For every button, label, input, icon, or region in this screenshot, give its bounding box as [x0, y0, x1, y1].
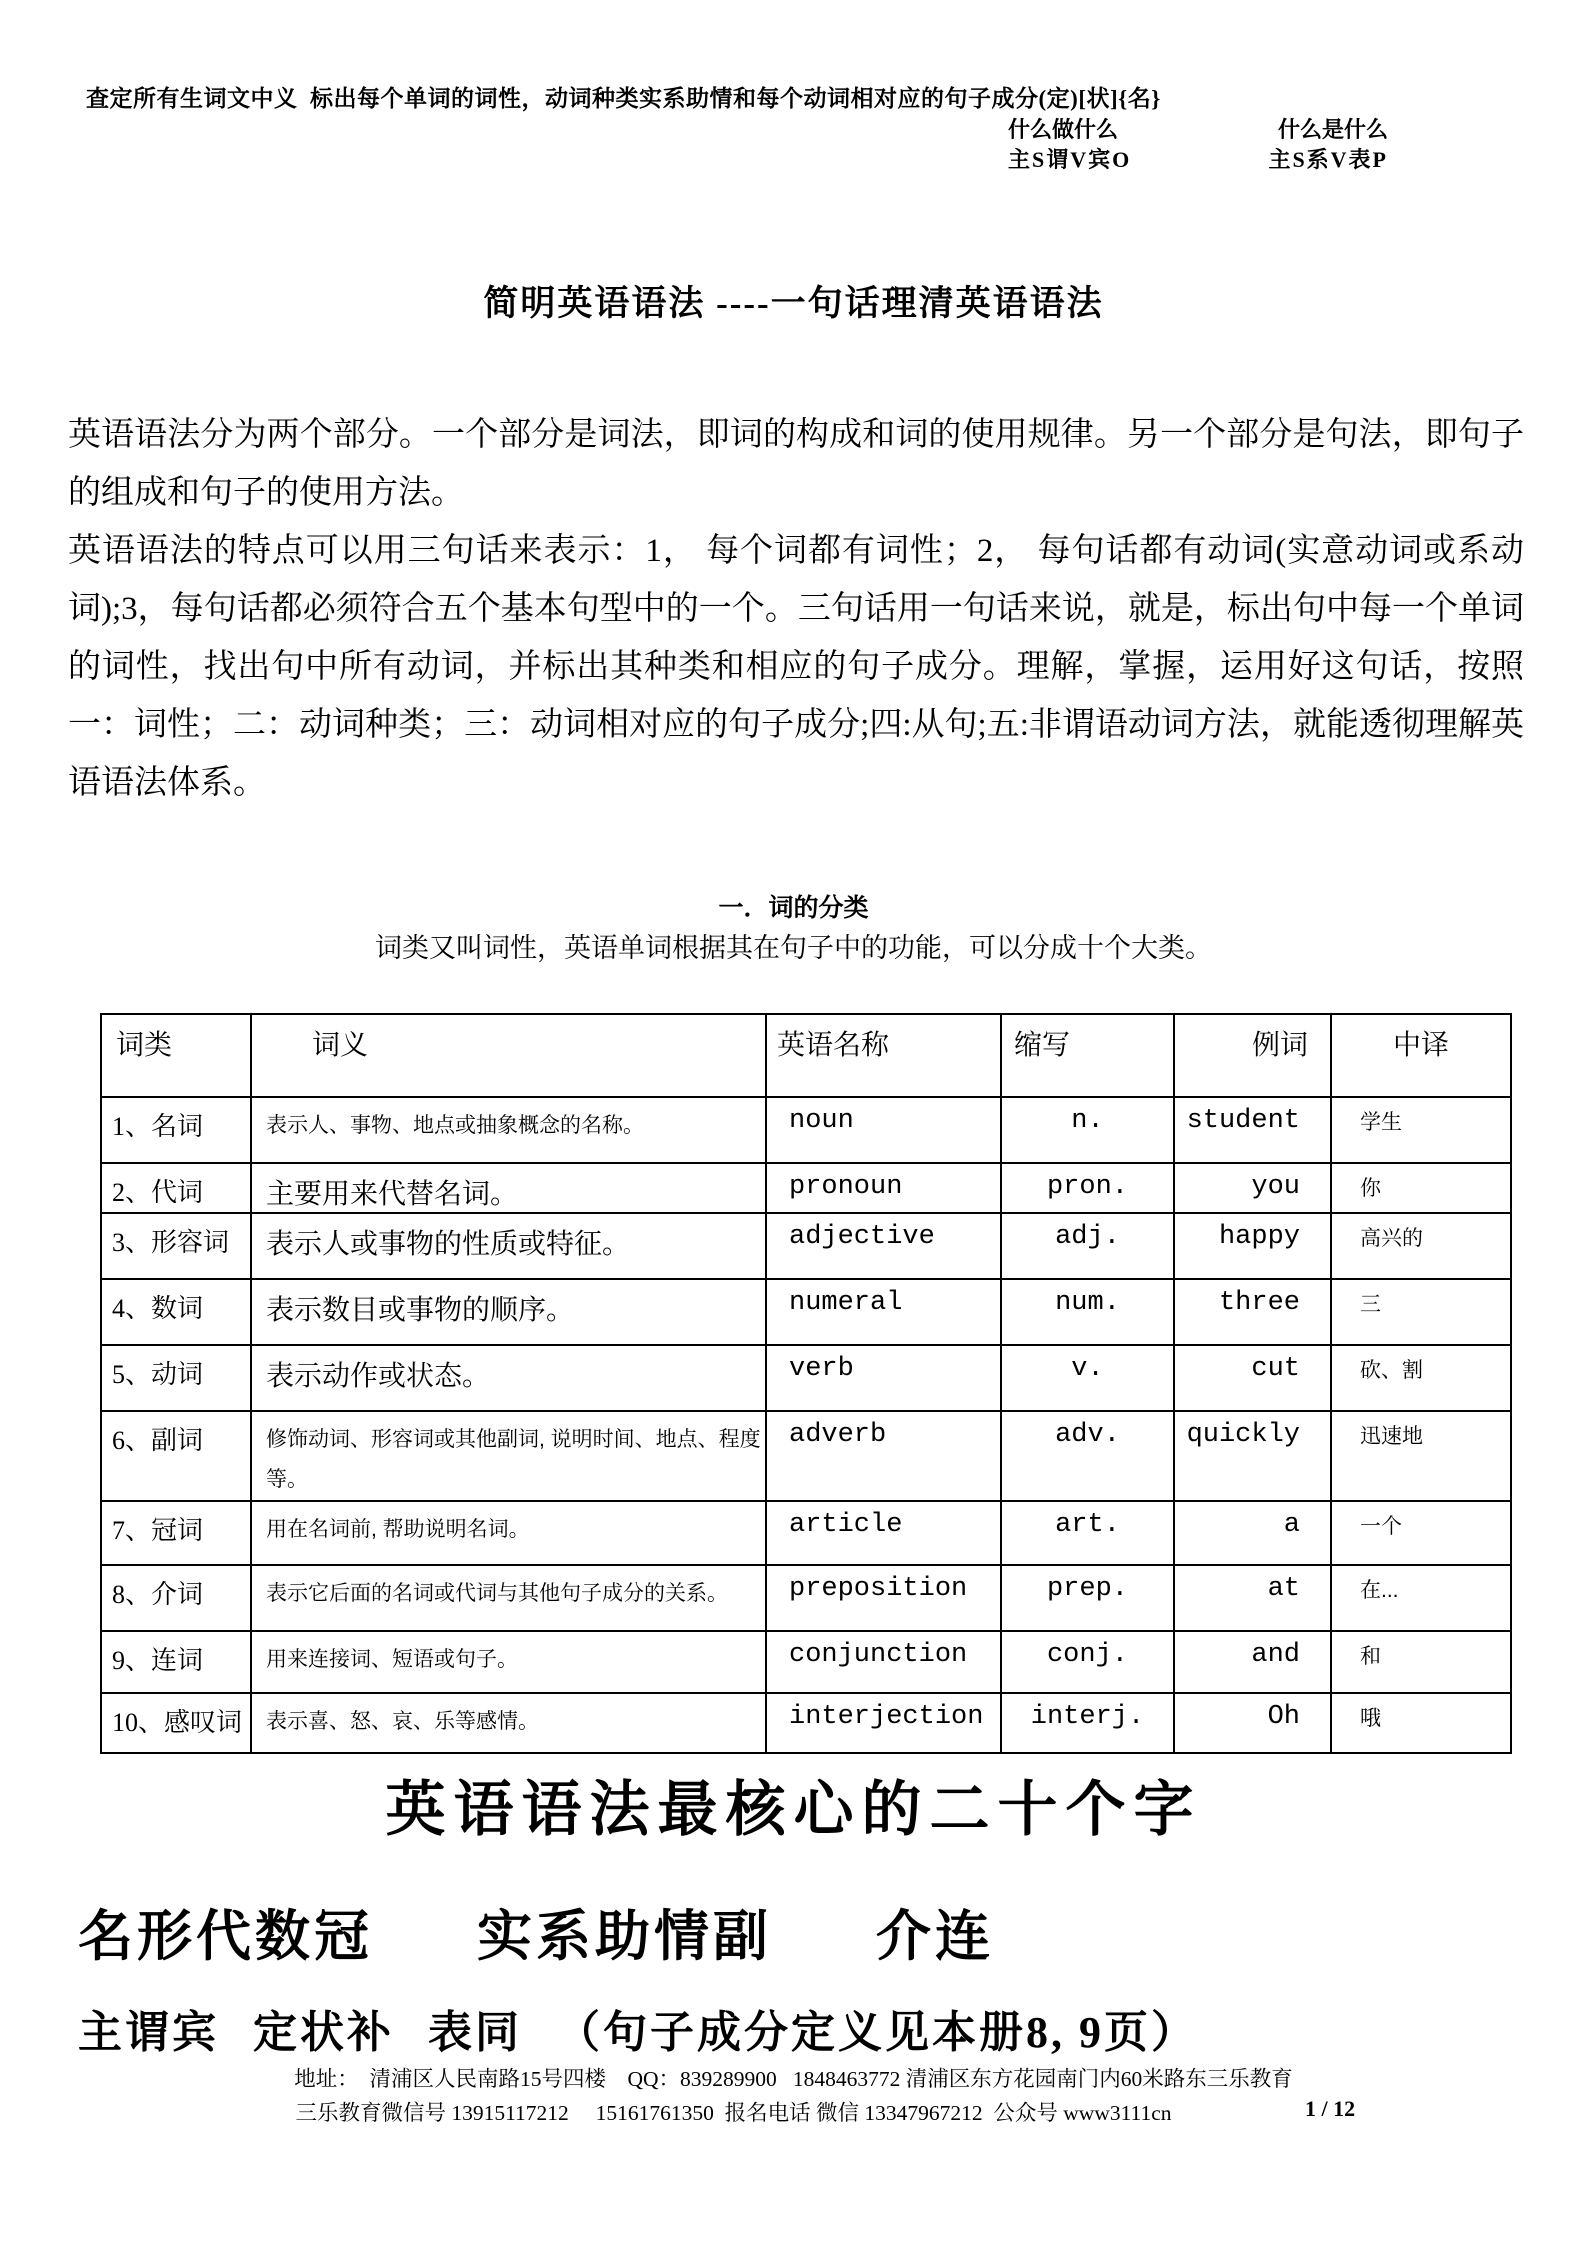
cell-abbreviation: v. [1001, 1345, 1174, 1411]
table-row [101, 1345, 1511, 1411]
word-class-table-body [101, 1097, 1511, 1753]
cell-meaning: 表示数目或事物的顺序。 [251, 1279, 766, 1345]
header-annotation-line: 查定所有生词文中义 标出每个单词的词性，动词种类实系助情和每个动词相对应的句子成分(定)[状]{名} [86, 86, 1161, 111]
table-row [101, 1631, 1511, 1693]
cell-example: a [1174, 1501, 1331, 1565]
cell-abbreviation: adv. [1001, 1411, 1174, 1501]
page-title: 简明英语语法 ----一句话理清英语语法 [483, 284, 1104, 323]
intro-paragraph-1: 英语语法分为两个部分。一个部分是词法，即词的构成和词的使用规律。另一个部分是句法，即句子的组成和句子的使用方法。 [68, 417, 1524, 511]
table-row [101, 1097, 1511, 1163]
cell-word-class: 2、代词 [101, 1163, 251, 1213]
col-header-word-class: 词类 [101, 1014, 251, 1097]
cell-english-name: interjection [766, 1693, 1001, 1753]
table-row [101, 1213, 1511, 1279]
cell-english-name: article [766, 1501, 1001, 1565]
cell-abbreviation: interj. [1001, 1693, 1174, 1753]
core-group-nouns: 名形代数冠 [78, 1906, 374, 1967]
core-words-line-2 [78, 1996, 1198, 2060]
col-header-example: 例词 [1174, 1014, 1331, 1097]
cell-word-class: 8、介词 [101, 1565, 251, 1631]
cell-meaning: 表示喜、怒、哀、乐等感情。 [251, 1693, 766, 1753]
col-header-meaning: 词义 [251, 1014, 766, 1097]
table-row [101, 1693, 1511, 1753]
cell-word-class: 6、副词 [101, 1411, 251, 1501]
core-group-link: 介连 [876, 1906, 995, 1967]
core-group-modifiers: 定状补 [253, 2008, 394, 2057]
core-group-verbs: 实系助情副 [477, 1906, 773, 1967]
cell-abbreviation: adj. [1001, 1213, 1174, 1279]
cell-chinese-translation: 在... [1331, 1565, 1511, 1631]
cell-abbreviation: n. [1001, 1097, 1174, 1163]
cell-meaning: 表示它后面的名词或代词与其他句子成分的关系。 [251, 1565, 766, 1631]
core-heading: 英语语法最核心的二十个字 [385, 1777, 1202, 1843]
cell-meaning: 表示人或事物的性质或特征。 [251, 1213, 766, 1279]
cell-chinese-translation: 三 [1331, 1279, 1511, 1345]
cell-chinese-translation: 和 [1331, 1631, 1511, 1693]
section-subheading: 词类又叫词性，英语单词根据其在句子中的功能，可以分成十个大类。 [375, 933, 1212, 963]
cell-chinese-translation: 学生 [1331, 1097, 1511, 1163]
cell-example: quickly [1174, 1411, 1331, 1501]
page-number: 1 / 12 [1305, 2096, 1356, 2121]
core-words-line-1 [78, 1892, 994, 1971]
cell-meaning: 表示人、事物、地点或抽象概念的名称。 [251, 1097, 766, 1163]
cell-english-name: conjunction [766, 1631, 1001, 1693]
cell-meaning: 用在名词前, 帮助说明名词。 [251, 1501, 766, 1565]
cell-english-name: adjective [766, 1213, 1001, 1279]
cell-word-class: 7、冠词 [101, 1501, 251, 1565]
header-do-pattern: 什么做什么 [1008, 117, 1119, 142]
word-class-table [100, 1013, 1512, 1754]
core-group-svo: 主谓宾 [78, 2008, 219, 2057]
header-be-pattern: 什么是什么 [1277, 117, 1388, 142]
cell-example: happy [1174, 1213, 1331, 1279]
cell-chinese-translation: 哦 [1331, 1693, 1511, 1753]
cell-chinese-translation: 一个 [1331, 1501, 1511, 1565]
cell-english-name: pronoun [766, 1163, 1001, 1213]
cell-english-name: numeral [766, 1279, 1001, 1345]
cell-chinese-translation: 迅速地 [1331, 1411, 1511, 1501]
header-svo-formula: 主S谓V宾O [1008, 147, 1132, 172]
cell-chinese-translation: 你 [1331, 1163, 1511, 1213]
cell-chinese-translation: 砍、割 [1331, 1345, 1511, 1411]
cell-example: at [1174, 1565, 1331, 1631]
core-group-predicative: 表同 [428, 2008, 522, 2057]
cell-abbreviation: num. [1001, 1279, 1174, 1345]
cell-example: you [1174, 1163, 1331, 1213]
header-svp-formula: 主S系V表P [1268, 147, 1388, 172]
footer-address-line: 地址： 清浦区人民南路15号四楼 QQ：839289900 1848463772 清浦区东方花园南门内60米路东三乐教育 [294, 2067, 1293, 2091]
cell-word-class: 4、数词 [101, 1279, 251, 1345]
cell-abbreviation: conj. [1001, 1631, 1174, 1693]
cell-english-name: verb [766, 1345, 1001, 1411]
col-header-abbreviation: 缩写 [1001, 1014, 1174, 1097]
col-header-english-name: 英语名称 [766, 1014, 1001, 1097]
table-row [101, 1411, 1511, 1501]
cell-english-name: adverb [766, 1411, 1001, 1501]
section-heading: 一．词的分类 [718, 895, 869, 922]
header-pattern-row [1008, 113, 1388, 144]
cell-meaning: 修饰动词、形容词或其他副词, 说明时间、地点、程度等。 [251, 1411, 766, 1501]
cell-english-name: noun [766, 1097, 1001, 1163]
intro-paragraph-2: 英语语法的特点可以用三句话来表示：1， 每个词都有词性；2， 每句话都有动词(实意动词或系动词);3，每句话都必须符合五个基本句型中的一个。三句话用一句话来说，就是，标出句中每一个单词的词性，找出句中所有动词，并标出其种类和相应的句子成分。理解，掌握，运用好这句话，按照一：词性；二：动词种类；三：动词相对应的句子成分;四:从句;五:非谓语动词方法，就能透彻理解英语语法体系。 [68, 533, 1524, 801]
cell-abbreviation: art. [1001, 1501, 1174, 1565]
footer-contact-line: 三乐教育微信号 13915117212 15161761350 报名电话 微信 13347967212 公众号 www3111cn [295, 2101, 1172, 2125]
cell-example: Oh [1174, 1693, 1331, 1753]
intro-text [68, 406, 1524, 812]
cell-meaning: 用来连接词、短语或句子。 [251, 1631, 766, 1693]
cell-example: cut [1174, 1345, 1331, 1411]
cell-word-class: 1、名词 [101, 1097, 251, 1163]
cell-meaning: 主要用来代替名词。 [251, 1163, 766, 1213]
table-row [101, 1501, 1511, 1565]
cell-meaning: 表示动作或状态。 [251, 1345, 766, 1411]
col-header-chinese: 中译 [1331, 1014, 1511, 1097]
cell-english-name: preposition [766, 1565, 1001, 1631]
cell-example: student [1174, 1097, 1331, 1163]
core-reference-note: （句子成分定义见本册8, 9页） [556, 2008, 1198, 2057]
table-header-row [101, 1014, 1511, 1097]
table-row [101, 1163, 1511, 1213]
cell-word-class: 5、动词 [101, 1345, 251, 1411]
cell-word-class: 9、连词 [101, 1631, 251, 1693]
cell-abbreviation: prep. [1001, 1565, 1174, 1631]
cell-chinese-translation: 高兴的 [1331, 1213, 1511, 1279]
table-row [101, 1279, 1511, 1345]
table-row [101, 1565, 1511, 1631]
header-formula-row [1008, 143, 1388, 174]
cell-example: and [1174, 1631, 1331, 1693]
cell-word-class: 3、形容词 [101, 1213, 251, 1279]
cell-word-class: 10、感叹词 [101, 1693, 251, 1753]
cell-abbreviation: pron. [1001, 1163, 1174, 1213]
cell-example: three [1174, 1279, 1331, 1345]
